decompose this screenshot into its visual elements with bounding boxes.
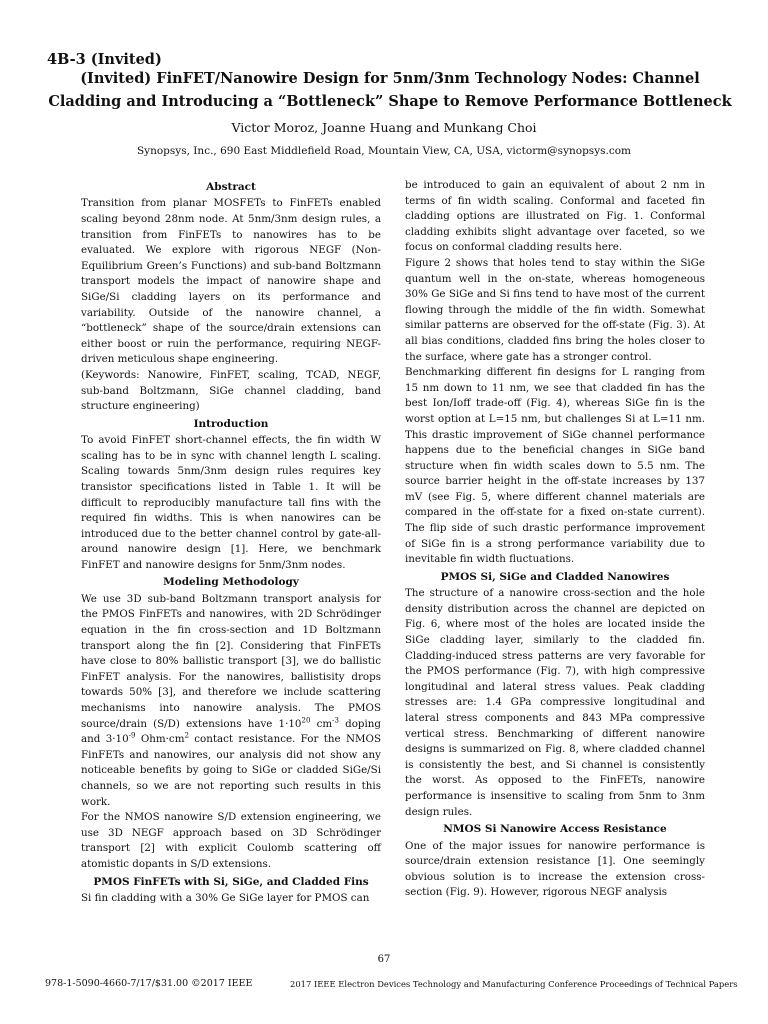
introduction-heading: Introduction [193,417,269,430]
paper-title-line-2: Cladding and Introducing a “Bottleneck” Shape to Remove Performance Bottleneck [48,93,732,110]
cladding-paragraph: be introduced to gain an equivalent of about 2 nm in terms of fin width scaling. Conformal and faceted fin cladding options are illustrated on Fig. 1. Conformal cladding exhibits slight advantage over faceted, so we focus on conformal cladding results here. [405,179,705,254]
introduction-text: To avoid FinFET short-channel effects, the fin width W scaling has to be in sync with channel length L scaling. Scaling towards 5nm/3nm design rules requires key transistor specifications listed in Table 1. It will be difficult to reproducibly manufacture tall fins with the required fin widths. This is when nanowires can be introduced due to the better channel control by gate-all-around nanowire design [1]. Here, we benchmark FinFET and nanowire designs for 5nm/3nm nodes. [81,434,381,571]
pmos-nanowire-heading: PMOS Si, SiGe and Cladded Nanowires [440,570,670,583]
methodology-paragraph-1: We use 3D sub-band Boltzmann transport analysis for the PMOS FinFETs and nanowires, with 2D Schrödinger equation in the fin cross-section and 1D Boltzmann transport along the fin [2]. Considering that FinFETs have close to 80% ballistic transport [3], we do ballistic FinFET analysis. For the nanowires, ballistisity drops towards 50% [3], and therefore we include scattering mechanisms into nanowire analysis. The PMOS source/drain (S/D) extensions have $1\cdot 10^{20}$ $cm^{-3}$ doping and $3\cdot 10^{-9}$ $Ohm\cdot cm^2$ contact resistance. For the NMOS FinFETs and nanowires, our analysis did not show any noticeable benefits by going to SiGe or cladded SiGe/Si channels, so we are not reporting such results in this work. [81,592,381,808]
pmos-finfet-text: Si fin cladding with a 30% Ge SiGe layer for PMOS can [81,891,370,904]
right-column [405,178,705,901]
abstract-heading: Abstract [206,181,256,193]
author-list: Victor Moroz, Joanne Huang and Munkang Choi [231,120,537,135]
methodology-heading: Modeling Methodology [163,576,299,589]
paper-title-line-1: (Invited) FinFET/Nanowire Design for 5nm/3nm Technology Nodes: Channel [80,70,700,87]
isbn-copyright: 978-1-5090-4660-7/17/$31.00 ©2017 IEEE [45,978,253,989]
holes-paragraph: Figure 2 shows that holes tend to stay within the SiGe quantum well in the on-state, whereas homogeneous 30% Ge SiGe and Si fins tend to have most of the current flowing through the middle of the fin width. Somewhat similar patterns are observed for the off-state (Fig. 3). At all bias conditions, cladded fins bring the holes closer to the surface, where gate has a stronger control. [405,256,705,363]
left-column [81,178,381,907]
pmos-finfet-heading: PMOS FinFETs with Si, SiGe, and Cladded Fins [93,875,369,888]
nmos-access-heading: NMOS Si Nanowire Access Resistance [443,823,667,836]
session-label: 4B-3 (Invited) [47,51,162,68]
affiliation: Synopsys, Inc., 690 East Middlefield Road, Mountain View, CA, USA, victorm@synopsys.com [136,145,632,157]
benchmark-paragraph: Benchmarking different fin designs for L ranging from 15 nm down to 11 nm, we see that cladded fin has the best Ion/Ioff trade-off (Fig. 4), whereas SiGe fin is the worst option at L=15 nm, but challenges Si at L=11 nm. This drastic improvement of SiGe channel performance happens due to the beneficial changes in SiGe band structure when fin width scales down to 5.5 nm. The source barrier height in the off-state increases by 137 mV (see Fig. 5, where different channel materials are compared in the off-state for a fixed on-state current). The flip side of such drastic performance improvement of SiGe fin is a strong performance variability due to inevitable fin width fluctuations. [405,366,705,566]
page-number: 67 [377,954,391,965]
methodology-paragraph-2: For the NMOS nanowire S/D extension engineering, we use 3D NEGF approach based on 3D Schrödinger transport [2] with explicit Coulomb scattering off atomistic dopants in S/D extensions. [81,811,381,870]
conference-name: 2017 IEEE Electron Devices Technology and Manufacturing Conference Proceedings of Technical Papers [290,979,738,989]
keywords: (Keywords: Nanowire, FinFET, scaling, TCAD, NEGF, sub-band Boltzmann, SiGe channel cladding, band structure engineering) [81,368,381,413]
abstract-text: Transition from planar MOSFETs to FinFETs enabled scaling beyond 28nm node. At 5nm/3nm design rules, a transition from FinFETs to nanowires has to be evaluated. We explore with rigorous NEGF (Non-Equilibrium Green’s Functions) and sub-band Boltzmann transport models the impact of nanowire shape and SiGe/Si cladding layers on its performance and variability. Outside of the nanowire channel, a “bottleneck” shape of the source/drain extensions can either boost or ruin the performance, requiring NEGF-driven meticulous shape engineering. [81,197,381,366]
access-resistance-paragraph: One of the major issues for nanowire performance is source/drain extension resistance [1]. One seemingly obvious solution is to increase the extension cross-section (Fig. 9). However, rigorous NEGF analysis [405,839,705,899]
nanowire-paragraph: The structure of a nanowire cross-section and the hole density distribution across the channel are depicted on Fig. 6, where most of the holes are located inside the SiGe cladding layer, similarly to the cladded fin. Cladding-induced stress patterns are very favorable for the PMOS performance (Fig. 7), with high compressive longitudinal and lateral stress values. Peak cladding stresses are: 1.4 GPa compressive longitudinal and lateral stress components and 843 MPa compressive vertical stress. Benchmarking of different nanowire designs is summarized on Fig. 8, where cladded channel is consistently the best, and Si channel is consistently the worst. As opposed to the FinFETs, nanowire performance is insensitive to scaling from 5nm to 3nm design rules. [405,587,705,818]
